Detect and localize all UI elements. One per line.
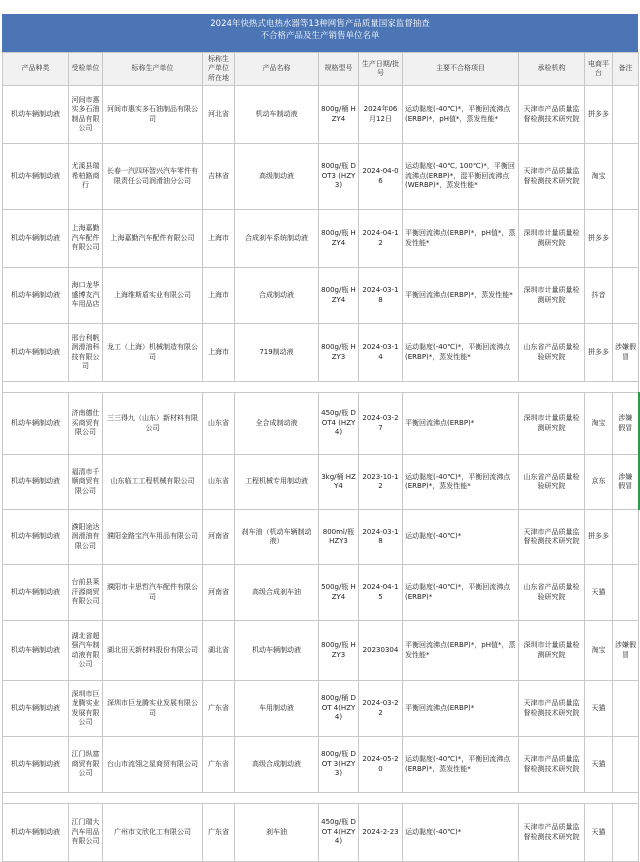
cell-location: 广东省 — [203, 804, 235, 862]
cell-producer: 濮阳市卡思哲汽车配件有限公司 — [103, 565, 203, 621]
cell-date: 20230304 — [359, 621, 403, 681]
cell-platform: 天猫 — [585, 681, 613, 737]
cell-spec: 800g/桶 DOT 4(HZY4) — [319, 681, 359, 737]
cell-platform: 淘宝 — [585, 144, 613, 210]
section-gap — [3, 793, 639, 804]
cell-producer: 三三得九（山东）新材料有限公司 — [103, 393, 203, 455]
cell-defects: 平衡回流沸点(ERBP)*，蒸发性能* — [403, 268, 519, 324]
cell-platform: 天猫 — [585, 565, 613, 621]
cell-defects: 运动黏度(-40℃)*，平衡回流沸点(ERBP)*，蒸发性能* — [403, 737, 519, 793]
cell-spec: 450g/瓶 DOT 4(HZY4) — [319, 804, 359, 862]
cell-date: 2024-05-20 — [359, 737, 403, 793]
cell-inspected-unit: 河间市惠实多石油制品有限公司 — [69, 86, 103, 144]
cell-category: 机动车辆制动液 — [3, 455, 69, 510]
cell-location: 广东省 — [203, 737, 235, 793]
cell-defects: 运动黏度(-40℃, 100℃)*，平衡回流沸点(ERBP)*，湿平衡回流沸点(WERBP)*，蒸发性能* — [403, 144, 519, 210]
cell-defects: 运动黏度(-40℃)*，平衡回流沸点(ERBP)*，蒸发性能* — [403, 455, 519, 510]
cell-producer: 山东临工工程机械有限公司 — [103, 455, 203, 510]
cell-platform: 京东 — [585, 455, 613, 510]
header-category: 产品种类 — [3, 53, 69, 86]
cell-spec: 3kg/桶 HZY4 — [319, 455, 359, 510]
cell-platform: 拼多多 — [585, 324, 613, 382]
cell-inspected-unit: 济南德仕买商贸有限公司 — [69, 393, 103, 455]
cell-inspected-unit: 邢台利帆润滑油科技有限公司 — [69, 324, 103, 382]
cell-spec: 450g/瓶 DOT4 (HZY4) — [319, 393, 359, 455]
table-row — [3, 565, 639, 621]
cell-date: 2024-04-12 — [359, 210, 403, 268]
cell-note — [613, 681, 639, 737]
table-row — [3, 210, 639, 268]
cell-product: 高级制动液 — [235, 144, 319, 210]
header-lab: 承检机构 — [519, 53, 585, 86]
cell-producer: 长春一汽四环智兴汽车零件有限责任公司润滑油分公司 — [103, 144, 203, 210]
cell-inspected-unit: 海口龙华盛博友汽车用品店 — [69, 268, 103, 324]
cell-product: 合成制动液 — [235, 268, 319, 324]
cell-location: 上海市 — [203, 268, 235, 324]
cell-product: 合成刹车系统制动液 — [235, 210, 319, 268]
cell-inspected-unit: 福清市千顺商贸有限公司 — [69, 455, 103, 510]
cell-date: 2024-03-22 — [359, 681, 403, 737]
cell-spec: 800g/瓶 HZY4 — [319, 268, 359, 324]
cell-category: 机动车辆制动液 — [3, 86, 69, 144]
cell-spec: 800ml/瓶 HZY3 — [319, 510, 359, 565]
cell-product: 刹车油 — [235, 804, 319, 862]
cell-location: 上海市 — [203, 210, 235, 268]
table-row — [3, 324, 639, 382]
cell-product: 机动车制动液 — [235, 86, 319, 144]
cell-category: 机动车辆制动液 — [3, 681, 69, 737]
cell-date: 2024-03-14 — [359, 324, 403, 382]
cell-producer: 河间市惠实多石油制品有限公司 — [103, 86, 203, 144]
cell-lab: 山东省产品质量检验研究院 — [519, 324, 585, 382]
header-location: 标称生产单位所在地 — [203, 53, 235, 86]
section-gap — [3, 382, 639, 393]
cell-category: 机动车辆制动液 — [3, 210, 69, 268]
cell-lab: 天津市产品质量监督检测技术研究院 — [519, 86, 585, 144]
cell-lab: 天津市产品质量监督检测技术研究院 — [519, 510, 585, 565]
cell-spec: 800g/桶 HZY4 — [319, 86, 359, 144]
cell-platform: 天猫 — [585, 804, 613, 862]
cell-date: 2024-04-06 — [359, 144, 403, 210]
cell-producer: 濮阳金路宝汽车用品有限公司 — [103, 510, 203, 565]
cell-location: 河南省 — [203, 510, 235, 565]
table-row — [3, 268, 639, 324]
cell-product: 刹车油（机动车辆制动液） — [235, 510, 319, 565]
header-spec: 规格型号 — [319, 53, 359, 86]
header-producer: 标称生产单位 — [103, 53, 203, 86]
cell-product: 机动车辆制动液 — [235, 621, 319, 681]
cell-note — [613, 210, 639, 268]
cell-platform: 拼多多 — [585, 210, 613, 268]
cell-product: 高级合成刹车油 — [235, 565, 319, 621]
nonconforming-products-table — [2, 52, 640, 862]
cell-platform: 天猫 — [585, 737, 613, 793]
cell-date: 2024年06月12日 — [359, 86, 403, 144]
cell-producer: 台山市流翎之星商贸有限公司 — [103, 737, 203, 793]
title-line-1: 2024年快热式电热水器等13种网售产品质量国家监督抽查 — [210, 19, 430, 29]
cell-note — [613, 268, 639, 324]
cell-note — [613, 86, 639, 144]
cell-inspected-unit: 湖北省超强汽车制动液有限公司 — [69, 621, 103, 681]
cell-category: 机动车辆制动液 — [3, 621, 69, 681]
cell-lab: 山东省产品质量检验研究院 — [519, 455, 585, 510]
header-product: 产品名称 — [235, 53, 319, 86]
header-row — [3, 53, 639, 86]
cell-category: 机动车辆制动液 — [3, 393, 69, 455]
cell-location: 河南省 — [203, 565, 235, 621]
cell-platform: 淘宝 — [585, 393, 613, 455]
cell-platform: 拼多多 — [585, 86, 613, 144]
cell-inspected-unit: 深圳市巨龙腾实业发展有限公司 — [69, 681, 103, 737]
cell-lab: 天津市产品质量监督检测技术研究院 — [519, 804, 585, 862]
cell-defects: 运动黏度(-40℃)*，平衡回流沸点(ERBP)*，pH值*，蒸发性能* — [403, 86, 519, 144]
table-row — [3, 393, 639, 455]
cell-lab: 深圳市计量质量检测研究院 — [519, 621, 585, 681]
cell-lab: 天津市产品质量监督检测技术研究院 — [519, 737, 585, 793]
cell-note — [613, 737, 639, 793]
cell-spec: 800g/瓶 HZY3 — [319, 621, 359, 681]
cell-producer: 广州市文欣化工有限公司 — [103, 804, 203, 862]
cell-defects: 运动黏度(-40℃)*，平衡回流沸点(ERBP)*，蒸发性能* — [403, 324, 519, 382]
header-note: 备注 — [613, 53, 639, 86]
cell-defects: 运动黏度(-40℃)* — [403, 804, 519, 862]
cell-producer: 深圳市巨龙腾实业发展有限公司 — [103, 681, 203, 737]
cell-defects: 平衡回流沸点(ERBP)*，pH值*，蒸发性能* — [403, 210, 519, 268]
cell-product: 全合成制动液 — [235, 393, 319, 455]
header-date: 生产日期/批号 — [359, 53, 403, 86]
cell-inspected-unit: 江门纵富商贸有限公司 — [69, 737, 103, 793]
cell-date: 2023-10-12 — [359, 455, 403, 510]
table-row — [3, 144, 639, 210]
cell-category: 机动车辆制动液 — [3, 737, 69, 793]
table-row — [3, 621, 639, 681]
cell-platform: 拼多多 — [585, 510, 613, 565]
table-title — [2, 14, 638, 52]
cell-date: 2024-2-23 — [359, 804, 403, 862]
cell-location: 山东省 — [203, 393, 235, 455]
cell-spec: 800g/瓶 DOT 3(HZY3) — [319, 737, 359, 793]
cell-note — [613, 144, 639, 210]
cell-platform: 淘宝 — [585, 621, 613, 681]
cell-note: 涉嫌假冒 — [613, 621, 639, 681]
table-row — [3, 804, 639, 862]
cell-note: 涉嫌假冒 — [613, 324, 639, 382]
cell-product: 高级合成制动液 — [235, 737, 319, 793]
cell-defects: 运动黏度(-40℃)*，平衡回流沸点(ERBP)* — [403, 565, 519, 621]
cell-location: 上海市 — [203, 324, 235, 382]
cell-spec: 800g/瓶 HZY3 — [319, 324, 359, 382]
cell-defects: 平衡回流沸点(ERBP)* — [403, 393, 519, 455]
cell-note — [613, 510, 639, 565]
cell-category: 机动车辆制动液 — [3, 324, 69, 382]
cell-note — [613, 804, 639, 862]
cell-spec: 800g/瓶 HZY4 — [319, 210, 359, 268]
cell-inspected-unit: 上海嘉勤汽车配件有限公司 — [69, 210, 103, 268]
cell-note: 涉嫌假冒 — [613, 455, 639, 510]
cell-lab: 深圳市计量质量检测研究院 — [519, 268, 585, 324]
cell-inspected-unit: 江门瑞大汽车用品有限公司 — [69, 804, 103, 862]
cell-location: 山东省 — [203, 455, 235, 510]
cell-note — [613, 565, 639, 621]
cell-lab: 天津市产品质量监督检测技术研究院 — [519, 681, 585, 737]
header-inspected-unit: 受检单位 — [69, 53, 103, 86]
table-row — [3, 455, 639, 510]
cell-spec: 500g/瓶 HZY4 — [319, 565, 359, 621]
cell-producer: 上海维斯盾实业有限公司 — [103, 268, 203, 324]
cell-date: 2024-03-18 — [359, 510, 403, 565]
cell-lab: 深圳市计量质量检测研究院 — [519, 393, 585, 455]
cell-producer: 上海嘉勤汽车配件有限公司 — [103, 210, 203, 268]
cell-producer: 湖北田天新材料股份有限公司 — [103, 621, 203, 681]
cell-date: 2024-04-15 — [359, 565, 403, 621]
cell-lab: 深圳市计量质量检测研究院 — [519, 210, 585, 268]
cell-inspected-unit: 濮阳途达润滑油有限公司 — [69, 510, 103, 565]
cell-category: 机动车辆制动液 — [3, 804, 69, 862]
cell-date: 2024-03-27 — [359, 393, 403, 455]
cell-defects: 运动黏度(-40℃)* — [403, 510, 519, 565]
cell-category: 机动车辆制动液 — [3, 510, 69, 565]
cell-product: 719制动液 — [235, 324, 319, 382]
cell-location: 湖北省 — [203, 621, 235, 681]
table-row — [3, 681, 639, 737]
cell-date: 2024-03-18 — [359, 268, 403, 324]
cell-location: 广东省 — [203, 681, 235, 737]
cell-lab: 天津市产品质量监督检测技术研究院 — [519, 144, 585, 210]
cell-location: 河北省 — [203, 86, 235, 144]
cell-defects: 平衡回流沸点(ERBP)* — [403, 681, 519, 737]
cell-category: 机动车辆制动液 — [3, 268, 69, 324]
cell-inspected-unit: 尤溪县瑞希柏路商行 — [69, 144, 103, 210]
header-platform: 电商平台 — [585, 53, 613, 86]
title-line-2: 不合格产品及生产销售单位名单 — [260, 31, 380, 41]
cell-lab: 山东省产品质量检验研究院 — [519, 565, 585, 621]
table-row — [3, 737, 639, 793]
cell-producer: 龙工（上海）机械制造有限公司 — [103, 324, 203, 382]
cell-category: 机动车辆制动液 — [3, 144, 69, 210]
cell-inspected-unit: 台前县莱汗源商贸有限公司 — [69, 565, 103, 621]
cell-product: 车用制动液 — [235, 681, 319, 737]
cell-category: 机动车辆制动液 — [3, 565, 69, 621]
cell-product: 工程机械专用制动液 — [235, 455, 319, 510]
cell-location: 吉林省 — [203, 144, 235, 210]
cell-platform: 抖音 — [585, 268, 613, 324]
table-row — [3, 86, 639, 144]
table-row — [3, 510, 639, 565]
cell-spec: 800g/瓶 DOT3 (HZY3) — [319, 144, 359, 210]
header-defects: 主要不合格项目 — [403, 53, 519, 86]
cell-note: 涉嫌假冒 — [613, 393, 639, 455]
cell-defects: 平衡回流沸点(ERBP)*，pH值*，蒸发性能* — [403, 621, 519, 681]
